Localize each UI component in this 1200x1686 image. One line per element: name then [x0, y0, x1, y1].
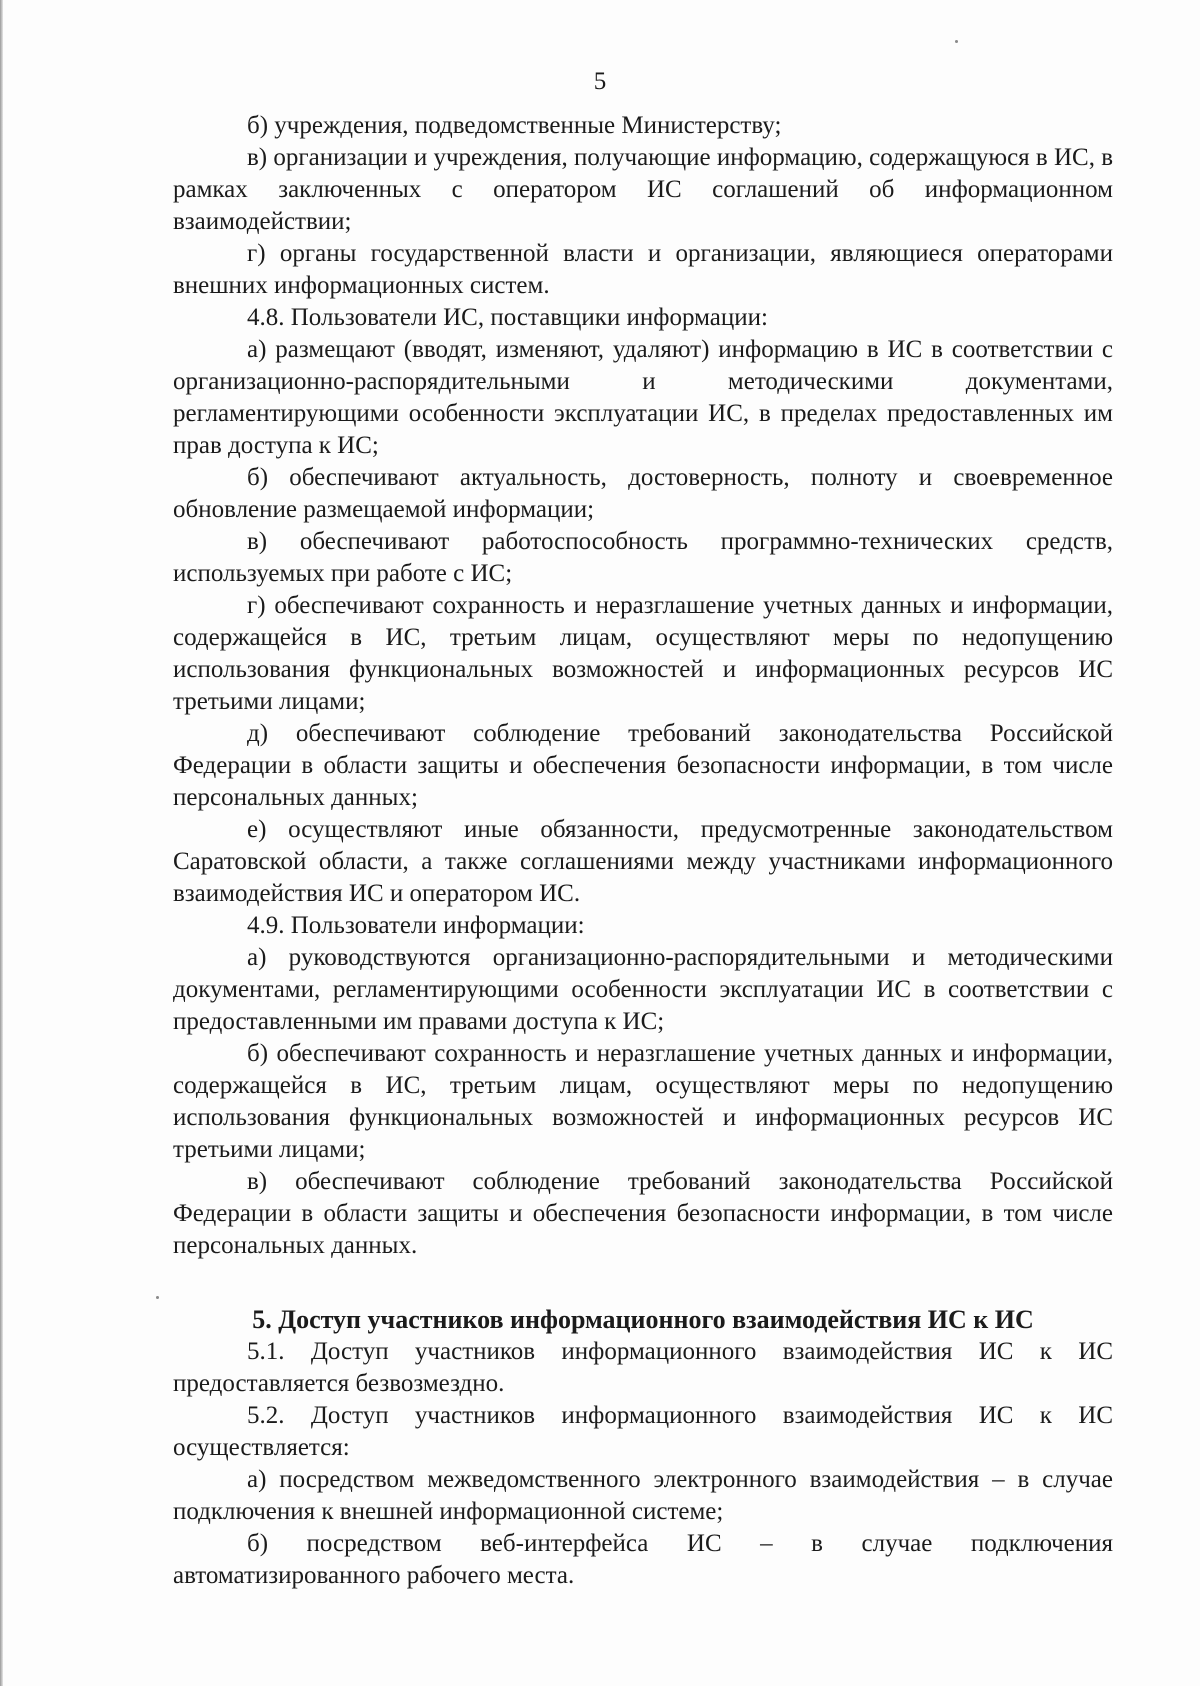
paragraph: в) организации и учреждения, получающие информацию, содержащуюся в ИС, в рамках заключенных с оператором ИС соглашений об информационном взаимодействии;: [173, 144, 1114, 235]
paragraph: в) обеспечивают соблюдение требований законодательства Российской Федерации в области защиты и обеспечения безопасности информации, в том числе персональных данных.: [173, 1168, 1113, 1259]
paragraph: б) учреждения, подведомственные Министерству;: [247, 112, 782, 139]
paragraph: 5.1. Доступ участников информационного взаимодействия ИС к ИС предоставляется безвозмездно.: [173, 1338, 1113, 1397]
scan-edge: [0, 0, 3, 1686]
paragraph: а) размещают (вводят, изменяют, удаляют) информацию в ИС в соответствии с организационно-распорядительными и методическими документами, регламентирующими особенности эксплуатации ИС, в пределах предоставленных им прав доступа к ИС;: [173, 336, 1113, 459]
scan-speck: [156, 1296, 159, 1299]
document-body: [173, 110, 1113, 1592]
paragraph: е) осуществляют иные обязанности, предусмотренные законодательством Саратовской области, а также соглашениями между участниками информационного взаимодействия ИС и оператором ИС.: [173, 816, 1113, 907]
paragraph: г) органы государственной власти и организации, являющиеся операторами внешних информационных систем.: [173, 240, 1113, 299]
paragraph: б) обеспечивают актуальность, достоверность, полноту и своевременное обновление размещаемой информации;: [173, 464, 1113, 523]
scan-speck: [955, 40, 958, 43]
paragraph: 5.2. Доступ участников информационного взаимодействия ИС к ИС осуществляется:: [173, 1402, 1113, 1461]
paragraph: г) обеспечивают сохранность и неразглашение учетных данных и информации, содержащейся в ИС, третьим лицам, осуществляют меры по недопущению использования функциональных возможностей и информационных ресурсов ИС третьими лицами;: [173, 592, 1113, 715]
paragraph: 4.8. Пользователи ИС, поставщики информации:: [247, 304, 768, 331]
page-number: 5: [593, 68, 607, 95]
paragraph: а) посредством межведомственного электронного взаимодействия – в случае подключения к внешней информационной системе;: [173, 1466, 1113, 1525]
paragraph: д) обеспечивают соблюдение требований законодательства Российской Федерации в области защиты и обеспечения безопасности информации, в том числе персональных данных;: [173, 720, 1113, 811]
paragraph: в) обеспечивают работоспособность программно-технических средств, используемых при работе с ИС;: [173, 528, 1113, 587]
paragraph: 4.9. Пользователи информации:: [247, 912, 585, 939]
section-heading: 5. Доступ участников информационного взаимодействия ИС к ИС: [252, 1305, 1034, 1334]
paragraph: б) посредством веб-интерфейса ИС – в случае подключения автоматизированного рабочего места.: [173, 1530, 1113, 1589]
paragraph: а) руководствуются организационно-распорядительными и методическими документами, регламентирующими особенности эксплуатации ИС в соответствии с предоставленными им правами доступа к ИС;: [173, 944, 1113, 1035]
paragraph: б) обеспечивают сохранность и неразглашение учетных данных и информации, содержащейся в ИС, третьим лицам, осуществляют меры по недопущению использования функциональных возможностей и информационных ресурсов ИС третьими лицами;: [173, 1040, 1113, 1163]
